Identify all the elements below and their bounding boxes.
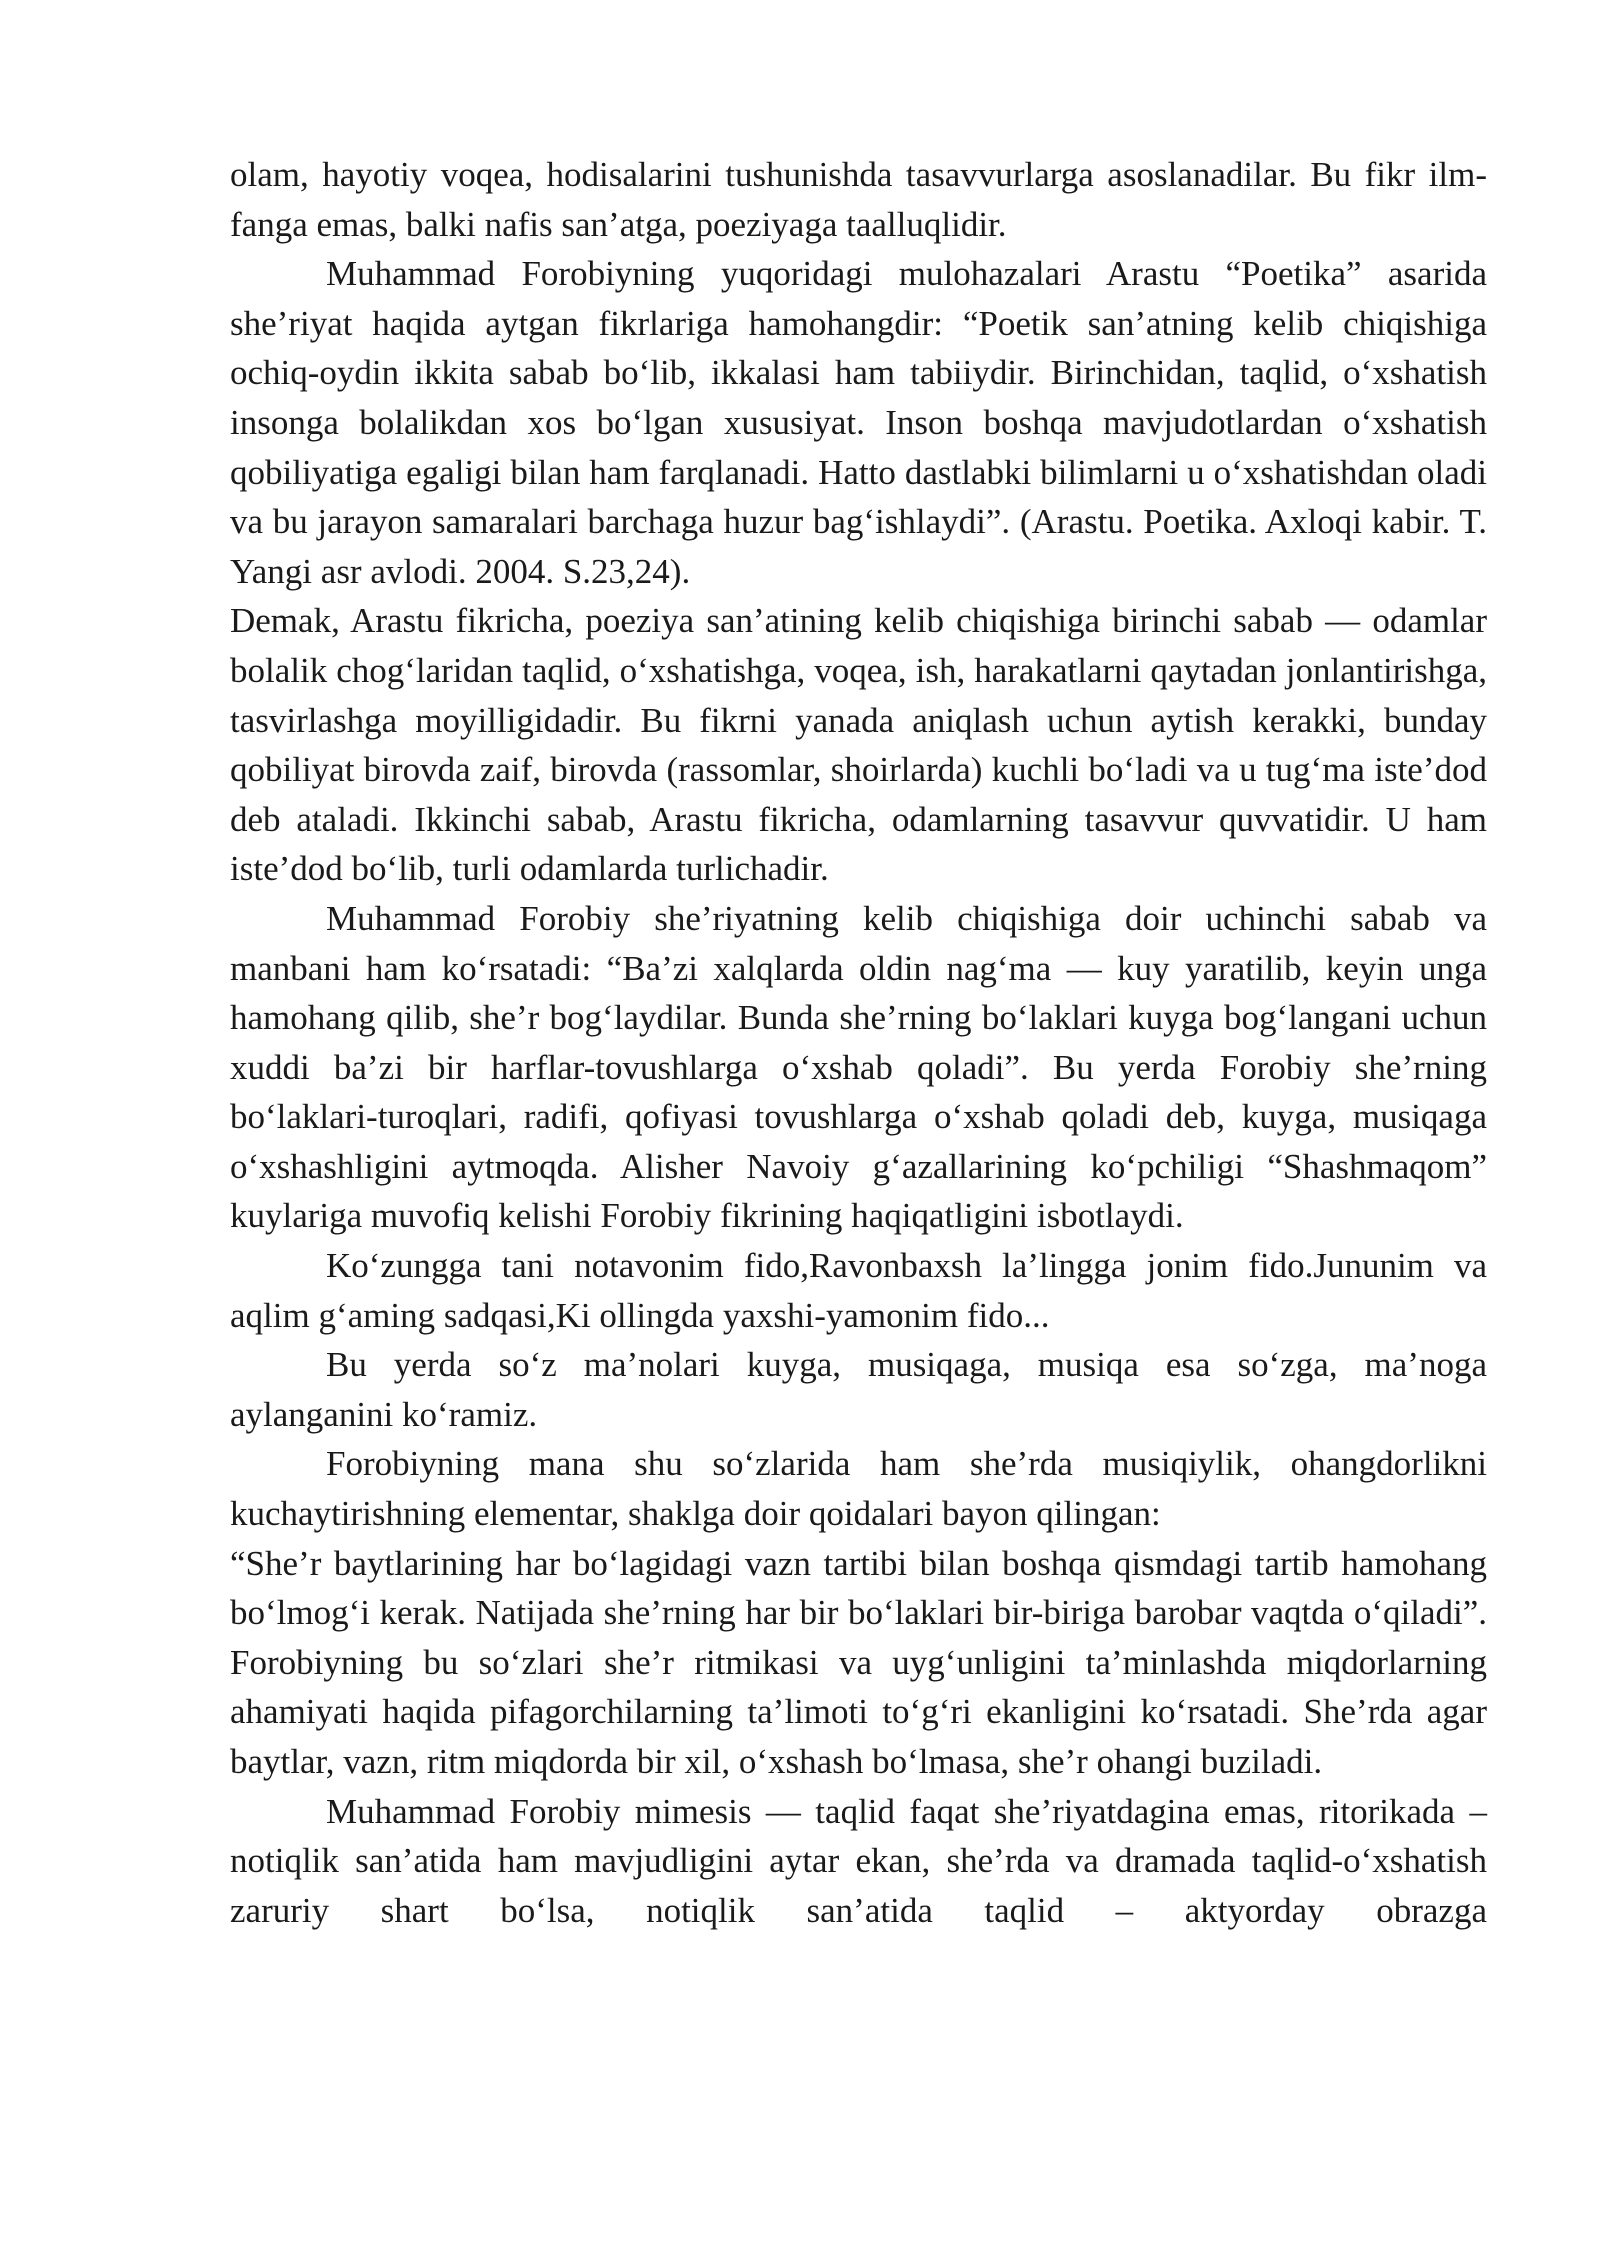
paragraph-7: Muhammad Forobiy mimesis — taqlid faqat she’riyatdagina emas, ritorikada – notiqlik san’atida ham mavjudligini aytar ekan, she’rda va dramada taqlid-o‘xshatish zaruriy shart bo‘lsa, notiqlik san’atida taqlid – aktyorday obrazga (230, 1791, 1487, 1930)
quote-paragraph: “She’r baytlarining har bo‘lagidagi vazn tartibi bilan boshqa qismdagi tartib hamohang bo‘lmog‘i kerak. Natijada she’rning har bir bo‘laklari bir-biriga barobar vaqtda o‘qiladi”. Forobiyning bu so‘zlari she’r ritmikasi va uyg‘unligini ta’minlashda miqdorlarning ahamiyati haqida pifagorchilarning ta’limoti to‘g‘ri ekanligini ko‘rsatadi. She’rda agar baytlar, vazn, ritm miqdorda bir xil, o‘xshash bo‘lmasa, she’r ohangi buziladi. (230, 1543, 1487, 1781)
paragraph-4: Muhammad Forobiy she’riyatning kelib chiqishiga doir uchinchi sabab va manbani ham ko‘rsatadi: “Ba’zi xalqlarda oldin nag‘ma — kuy yaratilib, keyin unga hamohang qilib, she’r bog‘laydilar. Bunda she’rning bo‘laklari kuyga bog‘langani uchun xuddi ba’zi bir harflar-tovushlarga o‘xshab qoladi”. Bu yerda Forobiy she’rning bo‘laklari-turoqlari, radifi, qofiyasi tovushlarga o‘xshab qoladi deb, kuyga, musiqaga o‘xshashligini aytmoqda. Alisher Navoiy g‘azallarining ko‘pchiligi “Shashmaqom” kuylariga muvofiq kelishi Forobiy fikrining haqiqatligini isbotlaydi. (230, 898, 1487, 1236)
paragraph-2: Muhammad Forobiyning yuqoridagi mulohazalari Arastu “Poetika” asarida she’riyat haqida aytgan fikrlariga hamohangdir: “Poetik san’atning kelib chiqishiga ochiq-oydin ikkita sabab bo‘lib, ikkalasi ham tabiiydir. Birinchidan, taqlid, o‘xshatish insonga bolalikdan xos bo‘lgan xususiyat. Inson boshqa mavjudotlardan o‘xshatish qobiliyatiga egaligi bilan ham farqlanadi. Hatto dastlabki bilimlarni u o‘xshatishdan oladi va bu jarayon samaralari barchaga huzur bag‘ishlaydi”. (Arastu. Poetika. Axloqi kabir. T. Yangi asr avlodi. 2004. S.23,24). (230, 254, 1487, 591)
poem-excerpt: Ko‘zungga tani notavonim fido,Ravonbaxsh la’lingga jonim fido.Jununim va aqlim g‘aming sadqasi,Ki ollingda yaxshi-yamonim fido... (230, 1246, 1487, 1335)
document-page (230, 150, 1487, 1935)
paragraph-3: Demak, Arastu fikricha, poeziya san’atining kelib chiqishiga birinchi sabab — odamlar bolalik chog‘laridan taqlid, o‘xshatishga, voqea, ish, harakatlarni qaytadan jonlantirishga, tasvirlashga moyilligidadir. Bu fikrni yanada aniqlash uchun aytish kerakki, bunday qobiliyat birovda zaif, birovda (rassomlar, shoirlarda) kuchli bo‘ladi va u tug‘ma iste’dod deb ataladi. Ikkinchi sabab, Arastu fikricha, odamlarning tasavvur quvvatidir. U ham iste’dod bo‘lib, turli odamlarda turlichadir. (230, 601, 1487, 889)
paragraph-5: Bu yerda so‘z ma’nolari kuyga, musiqaga, musiqa esa so‘zga, ma’noga aylanganini ko‘ramiz. (230, 1345, 1487, 1434)
paragraph-6: Forobiyning mana shu so‘zlarida ham she’rda musiqiylik, ohangdorlikni kuchaytirishning elementar, shaklga doir qoidalari bayon qilingan: (230, 1444, 1487, 1534)
paragraph-1: olam, hayotiy voqea, hodisalarini tushunishda tasavvurlarga asoslanadilar. Bu fikr ilm-fanga emas, balki nafis san’atga, poeziyaga taalluqlidir. (230, 155, 1487, 244)
